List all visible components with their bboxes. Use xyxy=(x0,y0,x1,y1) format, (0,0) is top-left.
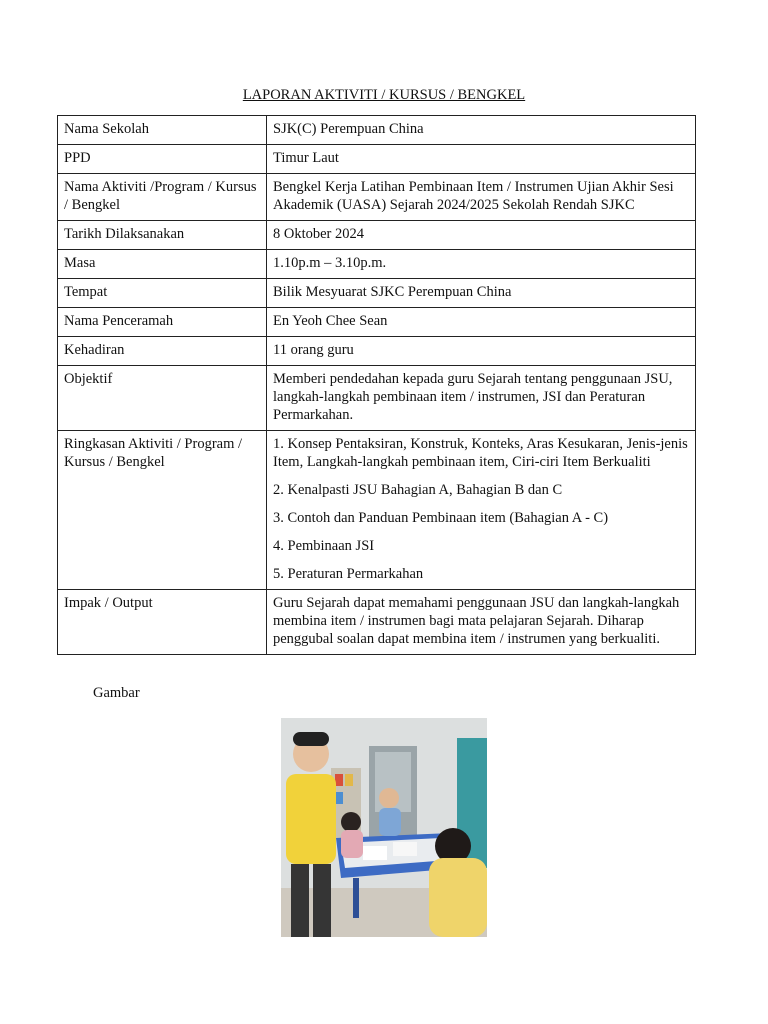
table-row xyxy=(58,174,696,221)
table-row xyxy=(58,431,696,590)
table-row xyxy=(58,308,696,337)
row-value: Memberi pendedahan kepada guru Sejarah tentang penggunaan JSU, langkah-langkah pembinaan item / instrumen, JSI dan Peraturan Permarkahan. xyxy=(267,366,696,431)
row-value: Bilik Mesyuarat SJKC Perempuan China xyxy=(267,279,696,308)
report-title: LAPORAN AKTIVITI / KURSUS / BENGKEL xyxy=(242,87,526,103)
row-label: Objektif xyxy=(58,366,267,431)
row-label: Ringkasan Aktiviti / Program / Kursus / Bengkel xyxy=(58,431,267,590)
table-row xyxy=(58,116,696,145)
summary-item: 3. Contoh dan Panduan Pembinaan item (Bahagian A - C) xyxy=(273,510,609,526)
gambar-label: Gambar xyxy=(93,685,140,701)
row-label: Kehadiran xyxy=(58,337,267,366)
table-row xyxy=(58,366,696,431)
table-row xyxy=(58,337,696,366)
summary-item: 2. Kenalpasti JSU Bahagian A, Bahagian B dan C xyxy=(273,482,563,498)
summary-item: 5. Peraturan Permarkahan xyxy=(273,566,424,582)
row-label: Tempat xyxy=(58,279,267,308)
summary-list xyxy=(267,431,696,590)
row-label: Nama Penceramah xyxy=(58,308,267,337)
row-label: Masa xyxy=(58,250,267,279)
row-value: Guru Sejarah dapat memahami penggunaan JSU dan langkah-langkah membina item / instrumen bagi mata pelajaran Sejarah. Diharap penggubal soalan dapat membina item / instrumen yang berkualiti. xyxy=(267,590,696,655)
table-row xyxy=(58,279,696,308)
row-value: Bengkel Kerja Latihan Pembinaan Item / Instrumen Ujian Akhir Sesi Akademik (UASA) Sejarah 2024/2025 Sekolah Rendah SJKC xyxy=(267,174,696,221)
row-label: Nama Sekolah xyxy=(58,116,267,145)
row-label: Impak / Output xyxy=(58,590,267,655)
summary-item: 4. Pembinaan JSI xyxy=(273,538,375,554)
summary-item: 1. Konsep Pentaksiran, Konstruk, Konteks, Aras Kesukaran, Jenis-jenis Item, Langkah-langkah pembinaan item, Ciri-ciri Item Berkualiti xyxy=(273,436,688,470)
table-row xyxy=(58,250,696,279)
row-value: SJK(C) Perempuan China xyxy=(267,116,696,145)
table-row xyxy=(58,145,696,174)
row-value: 1.10p.m – 3.10p.m. xyxy=(267,250,696,279)
workshop-photo-icon xyxy=(281,718,487,937)
workshop-photo xyxy=(281,718,487,937)
row-value: 8 Oktober 2024 xyxy=(267,221,696,250)
row-value: 11 orang guru xyxy=(267,337,696,366)
report-table xyxy=(57,115,696,655)
row-label: PPD xyxy=(58,145,267,174)
row-label: Tarikh Dilaksanakan xyxy=(58,221,267,250)
table-row xyxy=(58,590,696,655)
table-row xyxy=(58,221,696,250)
row-value: En Yeoh Chee Sean xyxy=(267,308,696,337)
row-value: Timur Laut xyxy=(267,145,696,174)
row-label: Nama Aktiviti /Program / Kursus / Bengkel xyxy=(58,174,267,221)
